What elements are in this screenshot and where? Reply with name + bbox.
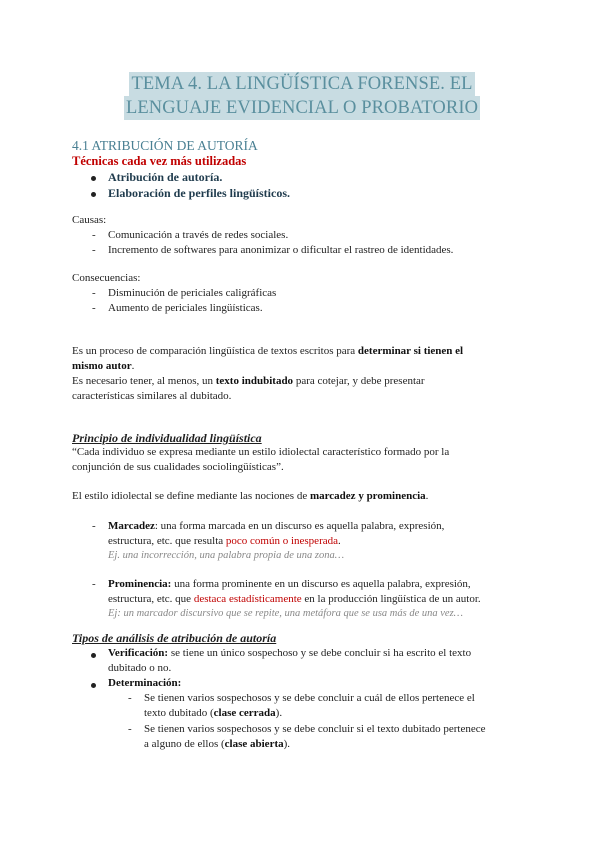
verification-text: se tiene un único sospechoso y se debe concluir si ha escrito el texto	[168, 647, 472, 659]
open-class-text: ).	[283, 738, 291, 750]
process-bold: determinar si tienen el	[357, 345, 464, 357]
bullet-dot-icon	[91, 653, 96, 658]
principle-quote-line-2: conjunción de sus cualidades sociolingüísticas”.	[72, 461, 284, 473]
definition-text: El estilo idiolectal se define mediante las nociones de	[72, 490, 310, 502]
process-line-4: características similares al dubitado.	[72, 390, 232, 402]
closed-class-text: texto dubitado (	[144, 707, 214, 719]
dash-bullet: -	[128, 692, 132, 704]
process-line-1	[72, 345, 463, 357]
closed-class-line-2	[144, 707, 282, 719]
open-class-text: a alguno de ellos (	[144, 738, 225, 750]
principle-definition	[72, 490, 428, 502]
definition-text: .	[425, 490, 429, 502]
verification-line-1	[108, 647, 471, 659]
prominence-text: estructura, etc. que	[108, 593, 194, 605]
markedness-text: estructura, etc. que resulta	[108, 535, 226, 547]
open-class-line-1: Se tienen varios sospechosos y se debe concluir si el texto dubitado pertenece	[144, 723, 486, 735]
dash-bullet: -	[92, 229, 96, 241]
open-class-bold: clase abierta	[224, 738, 284, 750]
prominence-term: Prominencia:	[108, 578, 172, 590]
dash-bullet: -	[92, 287, 96, 299]
open-class-line-2	[144, 738, 290, 750]
dash-bullet: -	[92, 578, 96, 590]
prominence-example: Ej: un marcador discursivo que se repite, una metáfora que se usa más de una vez…	[108, 608, 464, 619]
dash-bullet: -	[128, 723, 132, 735]
markedness-line-1	[108, 520, 444, 532]
technique-item: Elaboración de perfiles lingüísticos.	[108, 186, 291, 200]
consequences-item: Aumento de periciales lingüísticas.	[108, 302, 263, 314]
section-heading: 4.1 ATRIBUCIÓN DE AUTORÍA	[72, 138, 258, 153]
causes-item: Incremento de softwares para anonimizar o dificultar el rastreo de identidades.	[108, 244, 454, 256]
determination-term: Determinación:	[108, 677, 182, 689]
closed-class-text: ).	[275, 707, 283, 719]
markedness-text: .	[338, 535, 341, 547]
bullet-dot-icon	[91, 192, 96, 197]
verification-term: Verificación:	[108, 647, 169, 659]
process-text: para cotejar, y debe presentar	[293, 375, 425, 387]
prominence-text: una forma prominente en un discurso es aquella palabra, expresión,	[171, 578, 471, 590]
markedness-term: Marcadez	[108, 520, 155, 532]
analysis-heading: Tipos de análisis de atribución de autoría	[72, 631, 277, 645]
definition-bold: marcadez y prominencia	[309, 490, 426, 502]
process-line-3	[72, 375, 425, 387]
process-text: Es necesario tener, al menos, un	[72, 375, 216, 387]
determination-line	[108, 677, 181, 689]
principle-heading: Principio de individualidad lingüística	[72, 431, 262, 445]
dash-bullet: -	[92, 244, 96, 256]
process-text: Es un proceso de comparación lingüística de textos escritos para	[72, 345, 358, 357]
document-title	[114, 72, 490, 120]
closed-class-line-1: Se tienen varios sospechosos y se debe concluir a cuál de ellos pertenece el	[144, 692, 475, 704]
causes-label: Causas:	[72, 214, 107, 226]
markedness-line-2	[108, 535, 341, 547]
markedness-highlight: poco común o inesperada	[225, 535, 338, 547]
bullet-dot-icon	[91, 683, 96, 688]
markedness-text: : una forma marcada en un discurso es aquella palabra, expresión,	[154, 520, 445, 532]
causes-item: Comunicación a través de redes sociales.	[108, 229, 289, 241]
markedness-example: Ej. una incorrección, una palabra propia de una zona…	[108, 550, 345, 561]
section-subheading: Técnicas cada vez más utilizadas	[72, 154, 247, 168]
verification-line-2: dubitado o no.	[108, 662, 172, 674]
consequences-item: Disminución de periciales caligráficas	[108, 287, 277, 299]
process-line-2	[72, 360, 134, 372]
closed-class-bold: clase cerrada	[213, 707, 276, 719]
dash-bullet: -	[92, 302, 96, 314]
consequences-label: Consecuencias:	[72, 272, 141, 284]
principle-quote-line-1: “Cada individuo se expresa mediante un estilo idiolectal característico formado por la	[72, 446, 450, 458]
title-line-2: LENGUAJE EVIDENCIAL O PROBATORIO	[125, 98, 479, 118]
process-bold: texto indubitado	[215, 375, 294, 387]
process-text: .	[131, 360, 135, 372]
prominence-highlight: destaca estadísticamente	[193, 593, 302, 605]
prominence-text: en la producción lingüística de un autor.	[301, 593, 481, 605]
process-bold: mismo autor	[72, 360, 132, 372]
dash-bullet: -	[92, 520, 96, 532]
technique-item: Atribución de autoría.	[108, 170, 223, 184]
prominence-line-1	[108, 578, 471, 590]
prominence-line-2	[108, 593, 481, 605]
title-line-1: TEMA 4. LA LINGÜÍSTICA FORENSE. EL	[131, 74, 473, 94]
bullet-dot-icon	[91, 176, 96, 181]
